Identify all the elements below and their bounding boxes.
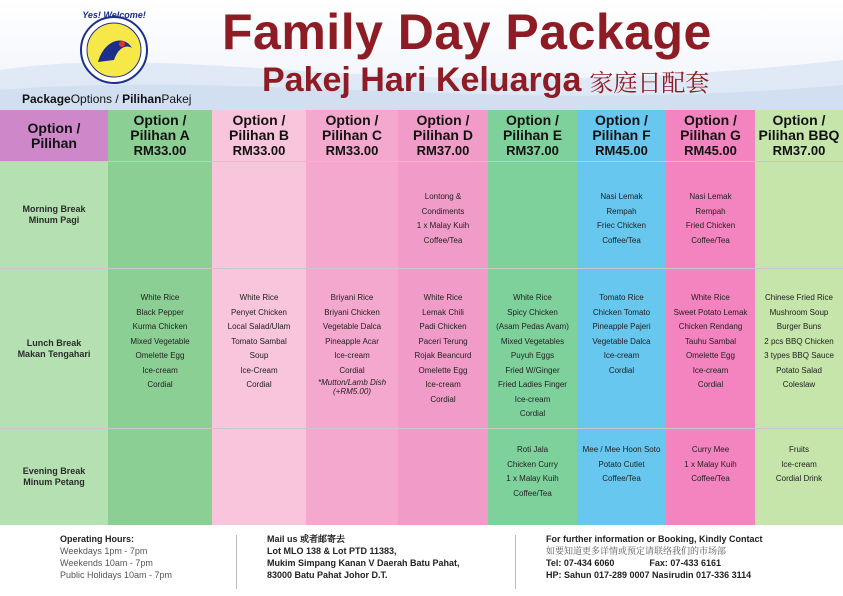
option-column-d	[398, 110, 488, 525]
morning-cell-b	[212, 162, 306, 269]
menu-item: Tomato Sambal	[231, 336, 287, 346]
morning-cell-bbq	[755, 162, 843, 269]
logo-text: Yes! Welcome!	[82, 10, 146, 20]
menu-item: Sweet Potato Lemak	[673, 307, 748, 317]
menu-item: Ice-cream	[692, 365, 729, 375]
menu-item: Curry Mee	[691, 445, 730, 454]
menu-item: Cordial	[519, 409, 546, 418]
menu-item-list	[130, 291, 189, 393]
menu-item: Lemak Chili	[422, 307, 464, 317]
menu-item: Vegetable Dalca	[322, 322, 382, 331]
menu-item-list	[764, 291, 834, 393]
page-title: Family Day Package	[222, 4, 712, 60]
morning-cell-c	[306, 162, 398, 269]
option-label: Option /	[325, 112, 379, 128]
menu-item: Cordial	[608, 365, 635, 375]
menu-item: Puyuh Eggs	[510, 351, 555, 360]
option-label: Option /	[684, 112, 737, 128]
option-label: Option /	[416, 112, 470, 128]
option-label: Option /	[595, 112, 648, 128]
menu-item: Potato Salad	[776, 365, 822, 375]
menu-item-list	[597, 190, 646, 248]
logo-emblem-icon	[74, 10, 154, 86]
menu-item: Black Pepper	[136, 307, 184, 317]
row-label-lunch: Lunch Break Makan Tengahari	[0, 269, 108, 429]
option-name: Pilihan F	[592, 127, 651, 143]
page-subtitle-malay: Pakej Hari Keluarga	[262, 61, 582, 99]
menu-item: Cordial	[339, 365, 365, 375]
option-price: RM37.00	[416, 143, 470, 158]
menu-item: Fried Ladies Finger	[498, 380, 567, 389]
lunch-cell-c	[306, 269, 398, 429]
morning-cell-g	[666, 162, 755, 269]
option-header-c	[306, 110, 398, 162]
menu-item: Rojak Beancurd	[414, 351, 472, 360]
menu-item: White Rice	[691, 293, 730, 302]
menu-item: Chicken Tomato	[592, 307, 651, 317]
page-subtitle-chinese: 家庭日配套	[589, 69, 710, 97]
menu-item: Fried W/Ginger	[505, 365, 560, 375]
menu-item: Ice-cream	[781, 459, 817, 469]
footer-divider	[515, 535, 516, 589]
package-table	[0, 110, 843, 525]
footer-phone-fax: Tel: 07-434 6060 Fax: 07-433 6161	[546, 558, 721, 568]
menu-item-list	[776, 443, 822, 487]
menu-item-list	[583, 443, 661, 487]
evening-cell-g	[666, 429, 755, 525]
menu-item-list	[686, 190, 735, 248]
menu-item: Omelette Egg	[418, 365, 468, 375]
menu-item-list	[684, 443, 736, 487]
lunch-cell-e	[488, 269, 577, 429]
evening-cell-d	[398, 429, 488, 525]
menu-item: 1 x Malay Kuih	[416, 221, 470, 230]
menu-item: Coffee/Tea	[691, 474, 730, 483]
option-column-b	[212, 110, 306, 525]
option-column-bbq	[755, 110, 843, 525]
option-label: Option /	[772, 112, 826, 128]
menu-item: Ice-cream	[603, 351, 640, 360]
option-name: Pilihan A	[130, 127, 190, 143]
option-column-a	[108, 110, 212, 525]
footer-contact-info: For further information or Booking, Kindly Contact 如要知道更多详情或预定请联络我们的市场部 Tel: 07-434 6060 Fax: 07-433 6161 HP: Sahun 017-289 0007 Nasirudin 017-336 3114	[546, 534, 763, 580]
menu-item: Fruits	[788, 445, 809, 454]
menu-item: Local Salad/Ulam	[227, 322, 291, 331]
menu-item-list	[417, 190, 469, 248]
row-label-morning: Morning Break Minum Pagi	[0, 162, 108, 269]
menu-item: Potato Cutlet	[598, 459, 645, 469]
menu-item-list	[592, 291, 650, 378]
option-header-f	[577, 110, 666, 162]
menu-item: 1 x Malay Kuih	[684, 459, 737, 469]
option-header-a	[108, 110, 212, 162]
option-name: Pilihan D	[413, 127, 473, 143]
menu-item: Cordial	[147, 380, 173, 389]
menu-item: Mushroom Soup	[769, 307, 829, 317]
footer-divider	[236, 535, 237, 589]
option-column-e	[488, 110, 577, 525]
menu-item: Ice-cream	[425, 380, 461, 389]
menu-item: White Rice	[140, 293, 180, 302]
menu-item: Cordial	[697, 380, 724, 389]
menu-item: Tomato Rice	[599, 293, 644, 302]
option-column-g	[666, 110, 755, 525]
option-price: RM37.00	[506, 143, 559, 158]
menu-item: White Rice	[513, 293, 552, 302]
menu-item: Ice-cream	[334, 351, 370, 360]
morning-cell-e	[488, 162, 577, 269]
option-name: Pilihan C	[322, 127, 382, 143]
menu-item: Paceri Terung	[418, 336, 468, 346]
menu-item: Fried Chicken	[685, 221, 736, 230]
lunch-cell-d	[398, 269, 488, 429]
option-price: RM45.00	[684, 143, 737, 158]
menu-item-list	[674, 291, 748, 393]
menu-item-list	[496, 291, 569, 422]
menu-item: Pineapple Acar	[325, 336, 379, 346]
menu-item: Friec Chicken	[597, 221, 646, 230]
evening-cell-b	[212, 429, 306, 525]
option-label: Option /	[506, 112, 559, 128]
menu-item: Rempah	[695, 206, 726, 216]
menu-item: Roti Jala	[516, 445, 549, 454]
evening-cell-e	[488, 429, 577, 525]
menu-item: Chicken Rendang	[678, 322, 743, 331]
option-label: Option /	[232, 112, 286, 128]
morning-cell-d	[398, 162, 488, 269]
menu-item: Burger Buns	[776, 322, 822, 331]
option-header-b	[212, 110, 306, 162]
option-header-e	[488, 110, 577, 162]
option-header-bbq	[755, 110, 843, 162]
menu-item: 2 pcs BBQ Chicken	[764, 336, 834, 346]
menu-item: Briyani Chicken	[324, 307, 380, 317]
menu-item: Tauhu Sambal	[684, 336, 737, 346]
menu-item: White Rice	[423, 293, 463, 302]
menu-item: Coffee/Tea	[691, 235, 730, 245]
menu-item-list	[415, 291, 472, 407]
menu-item: Omelette Egg	[686, 351, 735, 360]
menu-item: Condiments	[421, 206, 465, 216]
footer-mailing-address: Mail us 或者邮寄去 Lot MLO 138 & Lot PTD 11383, Mukim Simpang Kanan V Daerah Batu Pahat, 83000 Batu Pahat Johor D.T.	[267, 534, 460, 580]
menu-item: Briyani Rice	[330, 293, 374, 302]
package-options-label: PackageOptions / PilihanPakej	[22, 92, 192, 106]
menu-item: Ice-cream	[514, 394, 551, 404]
option-price: RM33.00	[133, 143, 187, 158]
menu-item: 1 x Malay Kuih	[506, 474, 559, 483]
menu-item-list	[228, 291, 291, 393]
option-label: Option /	[133, 112, 187, 128]
menu-item: Cordial Drink	[775, 474, 823, 483]
option-price: RM45.00	[595, 143, 648, 158]
option-price: RM37.00	[772, 143, 826, 158]
menu-item: Coleslaw	[782, 380, 816, 389]
morning-cell-a	[108, 162, 212, 269]
menu-item: Rempah	[606, 206, 637, 216]
menu-item: Mee / Mee Hoon Soto	[582, 445, 661, 454]
label-header-cell: Option / Pilihan	[0, 110, 108, 162]
menu-item: Kurma Chicken	[132, 322, 188, 331]
menu-item: (Asam Pedas Avam)	[496, 322, 569, 331]
footer-operating-hours: Operating Hours: Weekdays 1pm - 7pm Weekends 10am - 7pm Public Holidays 10am - 7pm	[60, 534, 173, 580]
lunch-cell-g	[666, 269, 755, 429]
header	[0, 0, 843, 110]
option-price: RM33.00	[232, 143, 286, 158]
menu-item: Chinese Fried Rice	[764, 293, 833, 302]
lunch-cell-a	[108, 269, 212, 429]
morning-cell-f	[577, 162, 666, 269]
menu-note-line: (+RM5.00)	[332, 387, 371, 396]
menu-item: Soup	[249, 351, 269, 360]
menu-item: Omelette Egg	[135, 351, 185, 360]
menu-item: Coffee/Tea	[602, 235, 641, 245]
evening-cell-c	[306, 429, 398, 525]
label-column	[0, 110, 108, 525]
evening-cell-a	[108, 429, 212, 525]
menu-item: Lontong &	[424, 192, 462, 201]
row-label-evening: Evening Break Minum Petang	[0, 429, 108, 525]
option-column-c	[306, 110, 398, 525]
logo	[74, 10, 154, 86]
menu-item: Nasi Lemak	[689, 192, 732, 201]
menu-item: Vegetable Dalca	[592, 336, 651, 346]
menu-item: Nasi Lemak	[600, 192, 643, 201]
menu-item: 3 types BBQ Sauce	[764, 351, 834, 360]
evening-cell-f	[577, 429, 666, 525]
option-price: RM33.00	[325, 143, 379, 158]
menu-item: Chicken Curry	[507, 459, 558, 469]
menu-note-line: *Mutton/Lamb Dish	[317, 378, 387, 387]
option-name: Pilihan G	[680, 127, 741, 143]
menu-note	[318, 378, 386, 396]
page-subtitle-row	[262, 60, 822, 107]
menu-item: Spicy Chicken	[507, 307, 558, 317]
menu-item: Padi Chicken	[419, 322, 467, 331]
menu-item-list	[506, 443, 558, 501]
menu-item: Ice-Cream	[240, 365, 278, 375]
menu-item: Cordial	[246, 380, 272, 389]
lunch-cell-bbq	[755, 269, 843, 429]
option-name: Pilihan B	[229, 127, 289, 143]
option-name: Pilihan BBQ	[758, 127, 840, 143]
menu-item: White Rice	[239, 293, 279, 302]
option-column-f	[577, 110, 666, 525]
menu-item: Coffee/Tea	[513, 488, 552, 498]
menu-item-list	[323, 291, 381, 378]
menu-item: Coffee/Tea	[602, 474, 641, 483]
menu-item: Cordial	[430, 394, 456, 404]
option-header-g	[666, 110, 755, 162]
option-name: Pilihan E	[502, 127, 563, 143]
option-header-d	[398, 110, 488, 162]
lunch-cell-b	[212, 269, 306, 429]
menu-item: Mixed Vegetable	[130, 336, 190, 346]
footer	[0, 525, 843, 596]
menu-item: Penyet Chicken	[230, 307, 287, 317]
menu-item: Ice-cream	[142, 365, 178, 375]
lunch-cell-f	[577, 269, 666, 429]
evening-cell-bbq	[755, 429, 843, 525]
menu-item: Coffee/Tea	[423, 235, 463, 245]
menu-item: Pineapple Pajeri	[592, 322, 651, 331]
menu-item: Mixed Vegetables	[500, 336, 565, 346]
